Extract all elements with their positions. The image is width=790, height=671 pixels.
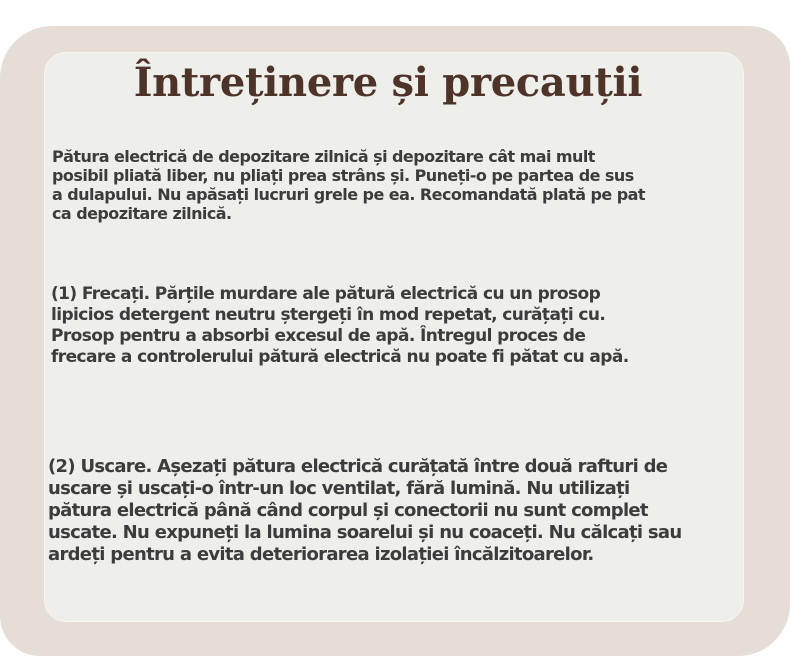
page-title: Întreținere și precauții — [133, 59, 643, 106]
paragraph-line: pătura electrică până când corpul și conectorii nu sunt complet — [48, 500, 648, 521]
paragraph-line: (2) Uscare. Așezați pătura electrică curățată între două rafturi de — [48, 456, 668, 477]
paragraph-line: lipicios detergent neutru ștergeți în mod repetat, curățați cu. — [51, 305, 606, 325]
drying-paragraph — [48, 456, 682, 566]
paragraph-line: a dulapului. Nu apăsați lucruri grele pe ea. Recomandată plată pe pat — [52, 185, 645, 204]
storage-paragraph — [52, 147, 645, 223]
paragraph-line: uscate. Nu expuneți la lumina soarelui și nu coaceți. Nu călcați sau — [48, 522, 682, 543]
paragraph-line: Prosop pentru a absorbi excesul de apă. Întregul proces de — [51, 326, 586, 346]
rubbing-paragraph — [51, 284, 629, 368]
paragraph-line: uscare și uscați-o într-un loc ventilat, fără lumină. Nu utilizați — [48, 478, 630, 499]
paragraph-line: posibil pliată liber, nu pliați prea strâns și. Puneți-o pe partea de sus — [52, 166, 634, 185]
paragraph-line: frecare a controlerului pătură electrică nu poate fi pătat cu apă. — [51, 347, 629, 367]
paragraph-line: ardeți pentru a evita deteriorarea izolației încălzitoarelor. — [48, 544, 594, 565]
paragraph-line: ca depozitare zilnică. — [52, 204, 232, 223]
paragraph-line: Pătura electrică de depozitare zilnică și depozitare cât mai mult — [52, 147, 595, 166]
paragraph-line: (1) Frecați. Părțile murdare ale pătură electrică cu un prosop — [51, 284, 601, 304]
